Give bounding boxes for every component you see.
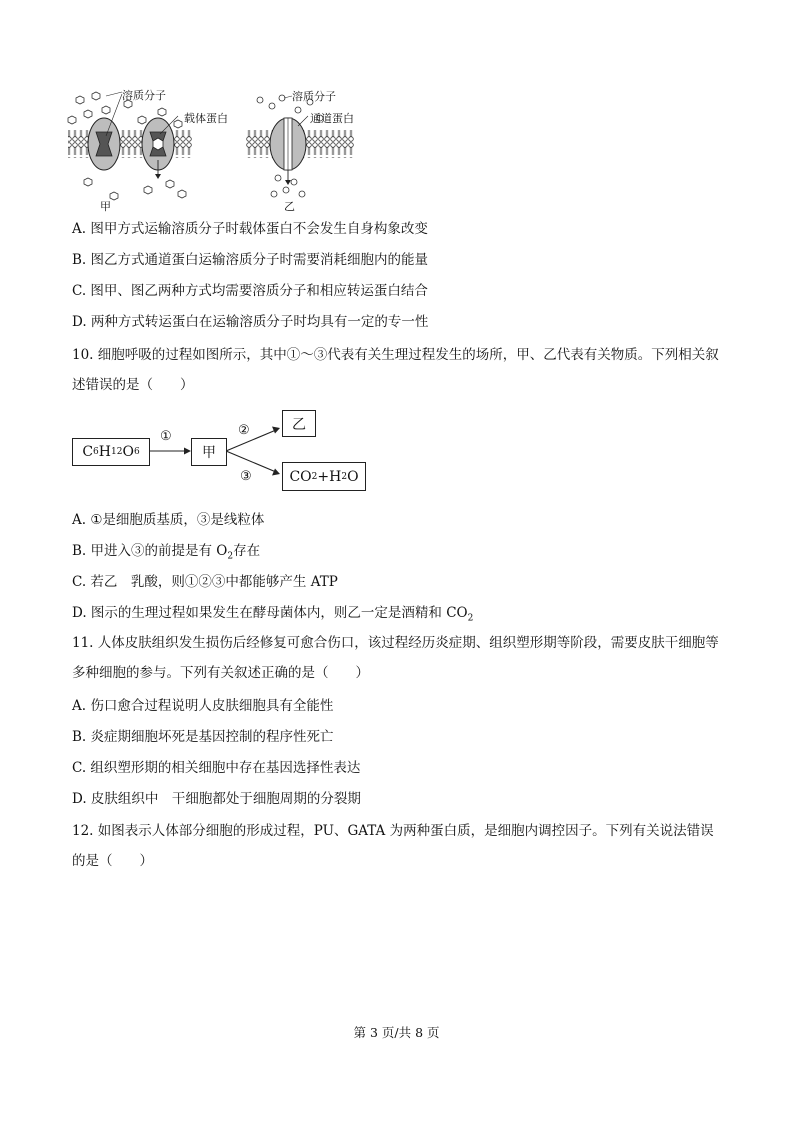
- q11-option-a: A. 伤口愈合过程说明人皮肤细胞具有全能性: [72, 698, 334, 714]
- carrier-protein-label: 载体蛋白: [184, 112, 228, 125]
- glucose-sub-12: 12: [111, 447, 123, 457]
- q10-option-c: C. 若乙 乳酸，则①②③中都能够产生 ATP: [72, 574, 338, 590]
- channel-protein-label: 通道蛋白: [310, 112, 354, 125]
- box-yi-text: 乙: [292, 416, 306, 433]
- solute-label-left: 溶质分子: [122, 89, 166, 102]
- q10-option-a: A. ①是细胞质基质，③是线粒体: [72, 512, 265, 528]
- step-3-label: ③: [240, 469, 252, 484]
- q9-option-a: A. 图甲方式运输溶质分子时载体蛋白不会发生自身构象改变: [72, 221, 428, 237]
- q10-option-b-sub: 2: [227, 551, 234, 562]
- q9-option-d: D. 两种方式转运蛋白在运输溶质分子时均具有一定的专一性: [72, 314, 429, 330]
- q10-option-d-sub: 2: [467, 613, 474, 624]
- q10-option-d: [72, 603, 473, 629]
- q11-option-b: B. 炎症期细胞坏死是基因控制的程序性死亡: [72, 729, 334, 745]
- q10-option-b-pre: B. 甲进入③的前提是有 O: [72, 543, 228, 559]
- q10-stem: 10. 细胞呼吸的过程如图所示，其中①～③代表有关生理过程发生的场所，甲、乙代表有关物质。下列相关叙述错误的是（ ）: [72, 347, 719, 393]
- q11-option-c: C. 组织塑形期的相关细胞中存在基因选择性表达: [72, 760, 361, 776]
- box-jia: [191, 438, 227, 466]
- q10-option-d-pre: D. 图示的生理过程如果发生在酵母菌体内，则乙一定是酒精和 CO: [72, 605, 468, 621]
- q10-option-b-post: 存在: [233, 543, 261, 559]
- glucose-sub-6a: 6: [93, 447, 99, 457]
- caption-jia: 甲: [100, 200, 111, 213]
- o-text: O: [347, 468, 359, 485]
- membrane-diagram: [66, 86, 356, 214]
- box-co2-h2o: [282, 462, 366, 491]
- plus-h-text: +H: [317, 468, 342, 485]
- q10-option-b: [72, 541, 260, 567]
- step-1-label: ①: [160, 429, 172, 444]
- co2-sub: 2: [311, 471, 318, 482]
- box-yi: [282, 410, 316, 437]
- box-jia-text: 甲: [202, 445, 216, 461]
- glucose-h: H: [98, 444, 111, 460]
- page-footer: 第 3 页/共 8 页: [353, 1025, 440, 1040]
- step-2-label: ②: [238, 423, 250, 438]
- membrane-transport-figure: [66, 86, 356, 214]
- glucose-sub-6b: 6: [133, 447, 140, 457]
- solute-label-right: 溶质分子: [292, 90, 336, 103]
- q9-option-c: C. 图甲、图乙两种方式均需要溶质分子和相应转运蛋白结合: [72, 283, 428, 299]
- glucose-o: O: [122, 444, 134, 460]
- h2o-sub: 2: [341, 471, 348, 482]
- co2-text: CO: [289, 468, 312, 485]
- q12-stem: 12. 如图表示人体部分细胞的形成过程，PU、GATA 为两种蛋白质，是细胞内调控因子。下列有关说法错误的是（ ）: [72, 823, 714, 869]
- q11-stem: 11. 人体皮肤组织发生损伤后经修复可愈合伤口，该过程经历炎症期、组织塑形期等阶段，需要皮肤干细胞等多种细胞的参与。下列有关叙述正确的是（ ）: [72, 635, 719, 681]
- respiration-diagram: [72, 410, 372, 492]
- q11-option-d: D. 皮肤组织中 干细胞都处于细胞周期的分裂期: [72, 791, 361, 807]
- q9-option-b: B. 图乙方式通道蛋白运输溶质分子时需要消耗细胞内的能量: [72, 252, 429, 268]
- caption-yi: 乙: [284, 200, 295, 213]
- glucose-c: C: [82, 444, 94, 460]
